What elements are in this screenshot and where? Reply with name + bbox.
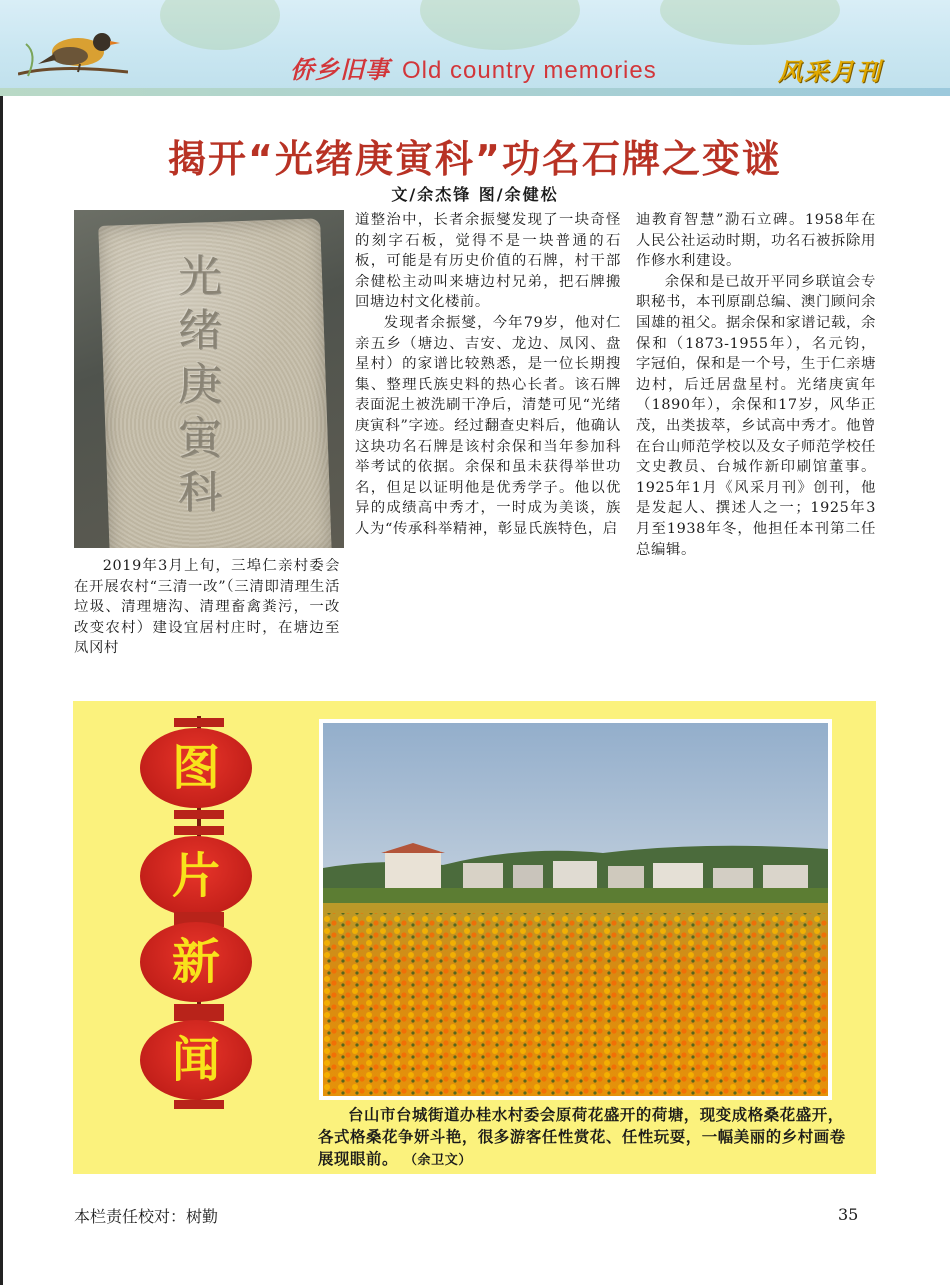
caption-text: 台山市台城街道办桂水村委会原荷花盛开的荷塘，现变成格桑花盛开，各式格桑花争妍斗艳，很多游客任性赏花、任性玩耍，一幅美丽的乡村画卷展现眼前。 (318, 1106, 846, 1168)
inscription-char: 绪 (178, 305, 222, 356)
inscription-char: 庚 (178, 359, 222, 410)
inscription-char: 寅 (178, 413, 222, 464)
article-column-2 (355, 210, 621, 540)
article-column-1 (74, 556, 340, 659)
column-title (290, 50, 657, 86)
column-title-cn: 侨乡旧事 (290, 55, 390, 84)
paragraph: 余保和是已故开平同乡联谊会专职秘书，本刊原副总编、澳门顾问余国雄的祖父。据余保和家谱记载，余保和（1873-1955年），名元钧，字冠伯，保和是一个号，生于仁亲塘边村，后迁居盘星村。光绪庚寅年（1890年），余保和17岁，风华正茂，出类拔萃，乡试高中秀才。他曾在台山师范学校以及女子师范学校任文史教员、台城作新印刷馆董事。1925年1月《风采月刊》创刊，他是发起人、撰述人之一；1925年3月至1938年冬，他担任本刊第二任总编辑。 (636, 273, 876, 558)
proofreader-credit: 本栏责任校对：树勤 (74, 1207, 219, 1226)
leaf-decoration (660, 0, 840, 45)
lantern-4 (140, 1020, 252, 1100)
stone-tablet-photo (74, 210, 344, 548)
page-header (0, 0, 950, 96)
header-rule (0, 88, 950, 96)
page-number: 35 (838, 1205, 859, 1224)
paragraph: 道整治中，长者余振燮发现了一块奇怪的刻字石板，觉得不是一块普通的石板，可能是有历史价值的石牌，村干部余健松主动叫来塘边村兄弟，把石牌搬回塘边村文化楼前。 (355, 212, 621, 311)
article-title: 揭开“光绪庚寅科”功名石牌之变谜 (168, 137, 782, 181)
article-column-3 (636, 210, 876, 560)
lantern-char: 新 (171, 934, 220, 990)
magazine-name: 风采月刊 (778, 57, 882, 86)
lantern-cap (174, 1100, 224, 1109)
page-edge (0, 96, 3, 1285)
flower-field-illustration (323, 723, 828, 1096)
inscription-char: 光 (178, 251, 222, 302)
leaf-decoration (420, 0, 580, 50)
lantern-1 (140, 728, 252, 808)
lantern-3 (140, 922, 252, 1002)
paragraph: 2019年3月上旬，三埠仁亲村委会在开展农村“三清一改”（三清即清理生活垃圾、清理塘沟、清理畜禽粪污，一改改变农村）建设宜居村庄时，在塘边至凤冈村 (74, 558, 340, 657)
lantern-cap (174, 718, 224, 727)
lantern-2 (140, 836, 252, 916)
article-byline: 文/余杰锋 图/余健松 (391, 185, 559, 204)
lantern-char: 片 (171, 848, 220, 904)
lantern-cap (174, 810, 224, 819)
lantern-cap (174, 912, 224, 921)
lantern-cap (174, 826, 224, 835)
paragraph: 发现者余振燮，今年79岁，他对仁亲五乡（塘边、吉安、龙边、凤冈、盘星村）的家谱比较熟悉，是一位长期搜集、整理氏族史料的热心长者。该石牌表面泥土被洗刷干净后，清楚可见“光绪庚寅科”字迹。经过翻查史料后，他确认这块功名石牌是该村余保和当年参加科举考试的依据。余保和虽未获得举世功名，但足以证明他是优秀学子。他以优异的成绩高中秀才，一时成为美谈，族人为“传承科举精神，彰显氏族特色，启 (355, 314, 621, 537)
lantern-char: 图 (171, 740, 220, 796)
flower-field-photo (319, 719, 832, 1100)
column-title-en: Old country memories (402, 57, 657, 84)
inscription-char: 科 (178, 467, 222, 518)
lantern-char: 闻 (171, 1032, 220, 1088)
paragraph: 迪教育智慧”泐石立碑。1958年在人民公社运动时期，功名石被拆除用作修水利建设。 (636, 212, 876, 270)
photo-caption (318, 1104, 858, 1172)
bird-icon (18, 14, 128, 86)
leaf-decoration (160, 0, 280, 50)
stone-inscription (170, 250, 230, 520)
caption-author: （余卫文） (403, 1153, 472, 1168)
